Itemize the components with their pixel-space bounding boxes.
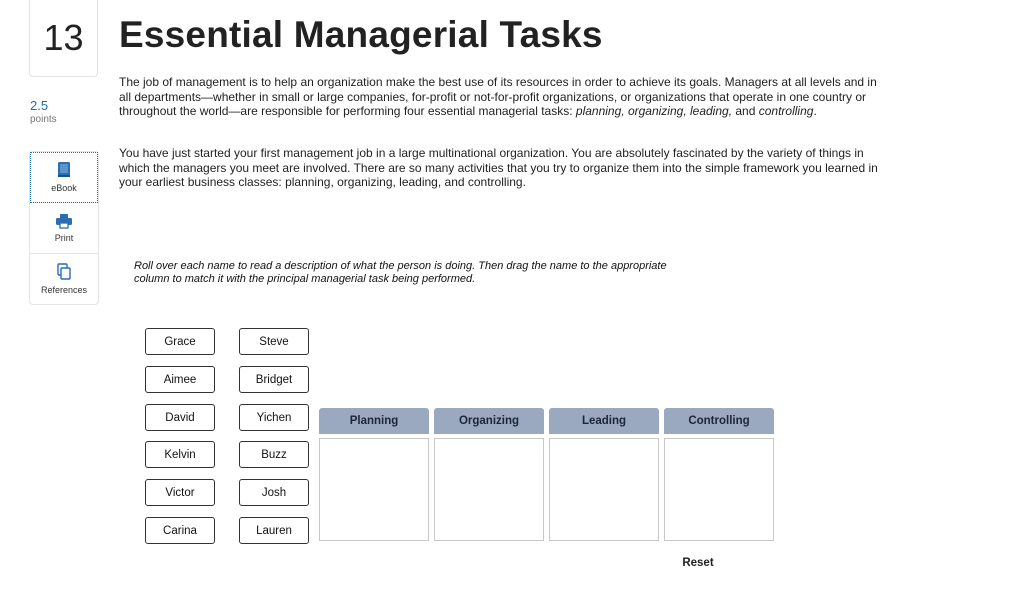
points-value: 2.5: [30, 98, 49, 113]
references-label: References: [40, 285, 88, 295]
ebook-button[interactable]: [30, 152, 98, 203]
drop-zone-organizing[interactable]: [434, 438, 544, 541]
name-tile-grace[interactable]: Grace: [145, 328, 215, 355]
book-icon: [56, 161, 72, 179]
name-tile-carina[interactable]: Carina: [145, 517, 215, 544]
column-header-planning: Planning: [319, 408, 429, 434]
intro-italic-tasks: planning, organizing, leading,: [575, 104, 733, 119]
name-tile-bridget[interactable]: Bridget: [239, 366, 309, 393]
column-header-organizing: Organizing: [434, 408, 544, 434]
name-tile-yichen[interactable]: Yichen: [239, 404, 309, 431]
ebook-label: eBook: [51, 183, 77, 193]
name-tile-aimee[interactable]: Aimee: [145, 366, 215, 393]
intro-and: and: [732, 104, 759, 119]
name-tile-david[interactable]: David: [145, 404, 215, 431]
references-button[interactable]: [30, 254, 98, 304]
intro-end: .: [813, 104, 817, 119]
resource-toolbar: [29, 151, 99, 305]
copy-icon: [56, 263, 72, 281]
intro-paragraph: [119, 75, 889, 119]
column-header-controlling: Controlling: [664, 408, 774, 434]
drop-zone-leading[interactable]: [549, 438, 659, 541]
intro-italic-controlling: controlling: [758, 104, 814, 119]
print-button[interactable]: [30, 203, 98, 254]
column-header-leading: Leading: [549, 408, 659, 434]
drop-zone-controlling[interactable]: [664, 438, 774, 541]
points-indicator: [30, 99, 90, 127]
scenario-paragraph: You have just started your first management job in a large multinational organization. You are absolutely fascinated by the variety of things in which the managers you meet are involved. There are so many activities that you try to organize them into the simple framework you learned in your earliest business classes: planning, organizing, leading, and controlling.: [119, 146, 878, 190]
print-label: Print: [54, 233, 74, 243]
drop-zone-planning[interactable]: [319, 438, 429, 541]
name-tile-kelvin[interactable]: Kelvin: [145, 441, 215, 468]
points-label: points: [30, 114, 57, 125]
intro-text: The job of management is to help an organization make the best use of its resources in order to achieve its goals. Managers at all levels and in all departments—whether in small or large companies, for-profit or not-for-profit organizations, or organizations that operate in one country or throughout the world—are responsible for performing four essential managerial tasks:: [119, 75, 877, 119]
name-tile-josh[interactable]: Josh: [239, 479, 309, 506]
page-title: Essential Managerial Tasks: [119, 14, 603, 55]
question-number: 13: [29, 0, 98, 77]
printer-icon: [55, 213, 73, 229]
name-tile-victor[interactable]: Victor: [145, 479, 215, 506]
name-tile-buzz[interactable]: Buzz: [239, 441, 309, 468]
name-tile-steve[interactable]: Steve: [239, 328, 309, 355]
reset-button[interactable]: Reset: [682, 557, 714, 569]
name-tile-lauren[interactable]: Lauren: [239, 517, 309, 544]
instructions-text: Roll over each name to read a description of what the person is doing. Then drag the name to the appropriate column to match it with the principal managerial task being performed.: [134, 260, 667, 285]
